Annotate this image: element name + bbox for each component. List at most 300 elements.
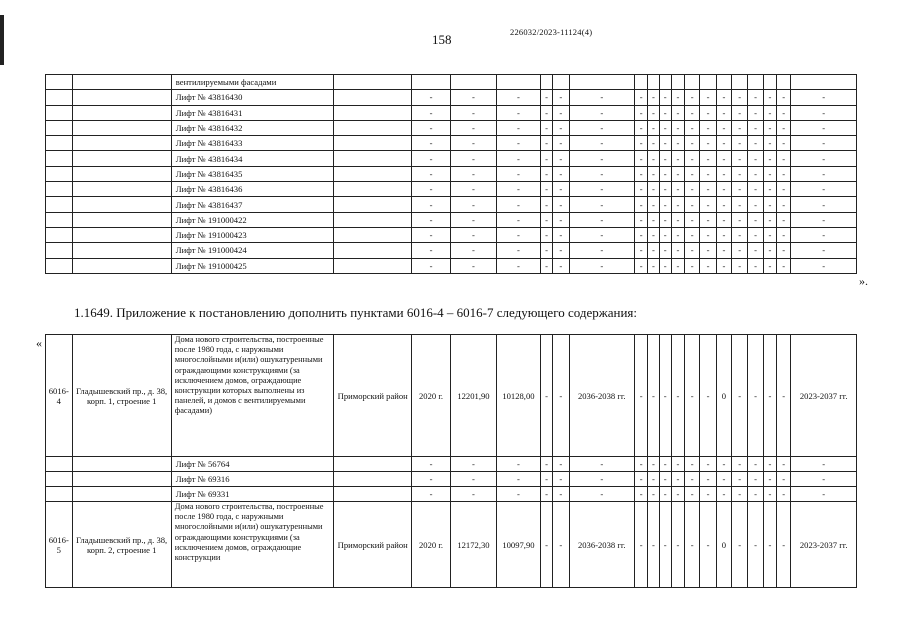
dash-cell: - — [763, 502, 776, 588]
table-cell — [777, 75, 791, 90]
dash-cell: - — [450, 136, 496, 151]
dash-cell: - — [569, 105, 634, 120]
table-row — [46, 182, 857, 197]
dash-cell: - — [748, 136, 763, 151]
dash-cell: - — [791, 197, 857, 212]
dash-cell: - — [685, 105, 700, 120]
entry-zero: 0 — [716, 335, 731, 457]
dash-cell: - — [450, 197, 496, 212]
dash-cell: - — [685, 90, 700, 105]
dash-cell: - — [569, 182, 634, 197]
dash-cell: - — [648, 502, 659, 588]
table-row — [46, 227, 857, 242]
table-cell — [72, 105, 171, 120]
table-row — [46, 105, 857, 120]
dash-cell: - — [659, 227, 671, 242]
dash-cell: - — [716, 136, 731, 151]
table-cell — [334, 120, 412, 135]
dash-cell: - — [748, 457, 763, 472]
dash-cell: - — [648, 487, 659, 502]
dash-cell: - — [648, 457, 659, 472]
entry-district: Приморский район — [334, 335, 412, 457]
dash-cell: - — [540, 151, 552, 166]
dash-cell: - — [648, 166, 659, 181]
entry-description: Дома нового строительства, построенные после 1980 года, с наружными многослойными и(или) ошукатуренными ограждающими конструкциями (за исключением домов, ограждающие конструкции которых выполнены из панелей, и домов с вентилируемыми фасадами) — [171, 335, 334, 457]
dash-cell: - — [648, 212, 659, 227]
dash-cell: - — [671, 457, 684, 472]
dash-cell: - — [748, 227, 763, 242]
dash-cell: - — [700, 243, 716, 258]
table-row — [46, 457, 857, 472]
dash-cell: - — [659, 166, 671, 181]
dash-cell: - — [540, 502, 552, 588]
row-description: вентилируемыми фасадами — [171, 75, 334, 90]
dash-cell: - — [634, 151, 647, 166]
document-reference: 226032/2023-11124(4) — [510, 27, 593, 37]
dash-cell: - — [700, 166, 716, 181]
dash-cell: - — [553, 335, 569, 457]
entry-area-total: 12172,30 — [450, 502, 496, 588]
dash-cell: - — [716, 151, 731, 166]
table-cell — [46, 258, 73, 273]
dash-cell: - — [777, 197, 791, 212]
dash-cell: - — [777, 90, 791, 105]
dash-cell: - — [732, 120, 748, 135]
dash-cell: - — [748, 151, 763, 166]
dash-cell: - — [634, 120, 647, 135]
dash-cell: - — [659, 120, 671, 135]
dash-cell: - — [732, 151, 748, 166]
dash-cell: - — [648, 90, 659, 105]
dash-cell: - — [763, 212, 776, 227]
table-cell — [700, 75, 716, 90]
dash-cell: - — [659, 105, 671, 120]
dash-cell: - — [412, 243, 451, 258]
dash-cell: - — [763, 335, 776, 457]
dash-cell: - — [634, 212, 647, 227]
dash-cell: - — [671, 212, 684, 227]
table-cell — [46, 120, 73, 135]
dash-cell: - — [791, 227, 857, 242]
dash-cell: - — [450, 90, 496, 105]
dash-cell: - — [732, 335, 748, 457]
dash-cell: - — [412, 487, 451, 502]
table-cell — [46, 197, 73, 212]
dash-cell: - — [553, 90, 569, 105]
dash-cell: - — [496, 258, 540, 273]
dash-cell: - — [732, 472, 748, 487]
lift-label: Лифт № 43816435 — [171, 166, 334, 181]
dash-cell: - — [732, 105, 748, 120]
lift-label: Лифт № 69316 — [171, 472, 334, 487]
dash-cell: - — [412, 120, 451, 135]
table-row — [46, 120, 857, 135]
dash-cell: - — [412, 227, 451, 242]
dash-cell: - — [732, 136, 748, 151]
dash-cell: - — [450, 227, 496, 242]
table-cell — [334, 227, 412, 242]
table-row — [46, 487, 857, 502]
bottom-table — [45, 334, 857, 588]
entry-area-living: 10128,00 — [496, 335, 540, 457]
table-cell — [46, 243, 73, 258]
dash-cell: - — [716, 212, 731, 227]
page-edge-mark — [0, 15, 4, 65]
dash-cell: - — [540, 335, 552, 457]
table-cell — [540, 75, 552, 90]
dash-cell: - — [496, 151, 540, 166]
table-cell — [72, 90, 171, 105]
dash-cell: - — [732, 166, 748, 181]
table-cell — [732, 75, 748, 90]
dash-cell: - — [553, 151, 569, 166]
dash-cell: - — [634, 166, 647, 181]
dash-cell: - — [685, 472, 700, 487]
dash-cell: - — [763, 151, 776, 166]
dash-cell: - — [540, 472, 552, 487]
table-cell — [496, 75, 540, 90]
lift-label: Лифт № 43816436 — [171, 182, 334, 197]
table-cell — [72, 75, 171, 90]
table-cell — [72, 120, 171, 135]
dash-cell: - — [791, 472, 857, 487]
dash-cell: - — [569, 457, 634, 472]
table-cell — [72, 243, 171, 258]
dash-cell: - — [569, 487, 634, 502]
dash-cell: - — [700, 197, 716, 212]
dash-cell: - — [648, 182, 659, 197]
dash-cell: - — [540, 258, 552, 273]
dash-cell: - — [671, 136, 684, 151]
dash-cell: - — [732, 227, 748, 242]
dash-cell: - — [700, 472, 716, 487]
dash-cell: - — [450, 472, 496, 487]
dash-cell: - — [748, 120, 763, 135]
table-cell — [334, 151, 412, 166]
dash-cell: - — [450, 120, 496, 135]
dash-cell: - — [634, 227, 647, 242]
table-cell — [46, 487, 73, 502]
dash-cell: - — [777, 472, 791, 487]
table-cell — [334, 487, 412, 502]
dash-cell: - — [634, 136, 647, 151]
lift-label: Лифт № 191000424 — [171, 243, 334, 258]
dash-cell: - — [716, 120, 731, 135]
entry-year: 2020 г. — [412, 335, 451, 457]
dash-cell: - — [412, 151, 451, 166]
dash-cell: - — [763, 197, 776, 212]
dash-cell: - — [496, 105, 540, 120]
table-cell — [72, 258, 171, 273]
dash-cell: - — [671, 227, 684, 242]
table-row — [46, 136, 857, 151]
entry-year: 2020 г. — [412, 502, 451, 588]
table-cell — [334, 457, 412, 472]
table-cell — [450, 75, 496, 90]
table-row — [46, 151, 857, 166]
dash-cell: - — [412, 472, 451, 487]
dash-cell: - — [648, 227, 659, 242]
page-number: 158 — [432, 32, 452, 47]
dash-cell: - — [496, 457, 540, 472]
dash-cell: - — [671, 335, 684, 457]
table-cell — [46, 212, 73, 227]
dash-cell: - — [671, 182, 684, 197]
dash-cell: - — [634, 502, 647, 588]
dash-cell: - — [791, 166, 857, 181]
table-cell — [671, 75, 684, 90]
dash-cell: - — [748, 166, 763, 181]
dash-cell: - — [763, 120, 776, 135]
dash-cell: - — [777, 487, 791, 502]
dash-cell: - — [648, 136, 659, 151]
table-cell — [763, 75, 776, 90]
dash-cell: - — [700, 136, 716, 151]
top-table — [45, 74, 857, 274]
dash-cell: - — [700, 151, 716, 166]
dash-cell: - — [648, 472, 659, 487]
dash-cell: - — [777, 151, 791, 166]
dash-cell: - — [777, 212, 791, 227]
dash-cell: - — [748, 335, 763, 457]
dash-cell: - — [748, 212, 763, 227]
dash-cell: - — [716, 243, 731, 258]
table-cell — [46, 90, 73, 105]
dash-cell: - — [553, 227, 569, 242]
dash-cell: - — [569, 243, 634, 258]
dash-cell: - — [763, 166, 776, 181]
table-cell — [553, 75, 569, 90]
dash-cell: - — [553, 166, 569, 181]
dash-cell: - — [634, 197, 647, 212]
dash-cell: - — [791, 90, 857, 105]
dash-cell: - — [763, 182, 776, 197]
dash-cell: - — [671, 197, 684, 212]
dash-cell: - — [659, 335, 671, 457]
dash-cell: - — [791, 258, 857, 273]
dash-cell: - — [412, 212, 451, 227]
dash-cell: - — [716, 182, 731, 197]
table-row — [46, 212, 857, 227]
dash-cell: - — [540, 197, 552, 212]
dash-cell: - — [496, 197, 540, 212]
dash-cell: - — [700, 487, 716, 502]
table-row — [46, 75, 857, 90]
lift-label: Лифт № 43816437 — [171, 197, 334, 212]
dash-cell: - — [450, 258, 496, 273]
dash-cell: - — [496, 182, 540, 197]
dash-cell: - — [671, 502, 684, 588]
dash-cell: - — [553, 212, 569, 227]
dash-cell: - — [659, 212, 671, 227]
entry-address: Гладышевский пр., д. 38, корп. 2, строение 1 — [72, 502, 171, 588]
table-cell — [72, 212, 171, 227]
dash-cell: - — [553, 182, 569, 197]
dash-cell: - — [450, 243, 496, 258]
dash-cell: - — [553, 105, 569, 120]
dash-cell: - — [685, 457, 700, 472]
dash-cell: - — [450, 457, 496, 472]
dash-cell: - — [716, 258, 731, 273]
entry-number: 6016-4 — [46, 335, 73, 457]
table-cell — [46, 105, 73, 120]
dash-cell: - — [671, 243, 684, 258]
table-cell — [46, 166, 73, 181]
table-cell — [334, 166, 412, 181]
dash-cell: - — [659, 182, 671, 197]
entry-plan: 2023-2037 гг. — [791, 502, 857, 588]
table-cell — [334, 90, 412, 105]
lift-label: Лифт № 191000425 — [171, 258, 334, 273]
dash-cell: - — [496, 136, 540, 151]
dash-cell: - — [553, 258, 569, 273]
dash-cell: - — [791, 105, 857, 120]
dash-cell: - — [791, 182, 857, 197]
dash-cell: - — [777, 105, 791, 120]
table-row — [46, 166, 857, 181]
dash-cell: - — [553, 136, 569, 151]
dash-cell: - — [496, 166, 540, 181]
dash-cell: - — [412, 258, 451, 273]
dash-cell: - — [716, 227, 731, 242]
dash-cell: - — [648, 335, 659, 457]
dash-cell: - — [700, 120, 716, 135]
dash-cell: - — [648, 151, 659, 166]
dash-cell: - — [685, 227, 700, 242]
table-cell — [72, 151, 171, 166]
dash-cell: - — [716, 487, 731, 502]
dash-cell: - — [496, 212, 540, 227]
dash-cell: - — [732, 457, 748, 472]
dash-cell: - — [450, 182, 496, 197]
dash-cell: - — [777, 457, 791, 472]
dash-cell: - — [634, 182, 647, 197]
dash-cell: - — [450, 151, 496, 166]
dash-cell: - — [777, 335, 791, 457]
table-cell — [72, 472, 171, 487]
dash-cell: - — [732, 90, 748, 105]
dash-cell: - — [540, 105, 552, 120]
entry-plan: 2023-2037 гг. — [791, 335, 857, 457]
dash-cell: - — [763, 472, 776, 487]
table-cell — [716, 75, 731, 90]
table-row — [46, 472, 857, 487]
dash-cell: - — [496, 90, 540, 105]
dash-cell: - — [659, 151, 671, 166]
dash-cell: - — [659, 90, 671, 105]
table-cell — [334, 258, 412, 273]
dash-cell: - — [496, 243, 540, 258]
entry-zero: 0 — [716, 502, 731, 588]
table-row — [46, 243, 857, 258]
dash-cell: - — [648, 197, 659, 212]
dash-cell: - — [540, 243, 552, 258]
dash-cell: - — [716, 105, 731, 120]
dash-cell: - — [791, 212, 857, 227]
table-cell — [72, 182, 171, 197]
dash-cell: - — [540, 182, 552, 197]
dash-cell: - — [671, 105, 684, 120]
dash-cell: - — [648, 258, 659, 273]
dash-cell: - — [777, 120, 791, 135]
dash-cell: - — [540, 227, 552, 242]
dash-cell: - — [569, 90, 634, 105]
dash-cell: - — [671, 472, 684, 487]
table-cell — [334, 243, 412, 258]
dash-cell: - — [791, 487, 857, 502]
dash-cell: - — [685, 258, 700, 273]
entry-address: Гладышевский пр., д. 38, корп. 1, строение 1 — [72, 335, 171, 457]
table-cell — [46, 472, 73, 487]
dash-cell: - — [777, 227, 791, 242]
dash-cell: - — [777, 166, 791, 181]
dash-cell: - — [685, 212, 700, 227]
dash-cell: - — [685, 243, 700, 258]
table-cell — [72, 487, 171, 502]
dash-cell: - — [634, 243, 647, 258]
table-cell — [72, 227, 171, 242]
dash-cell: - — [659, 457, 671, 472]
dash-cell: - — [777, 258, 791, 273]
closing-quote: ». — [859, 274, 868, 288]
dash-cell: - — [450, 166, 496, 181]
table-cell — [334, 472, 412, 487]
dash-cell: - — [748, 90, 763, 105]
dash-cell: - — [732, 197, 748, 212]
entry-period: 2036-2038 гг. — [569, 502, 634, 588]
dash-cell: - — [748, 243, 763, 258]
dash-cell: - — [671, 258, 684, 273]
dash-cell: - — [553, 243, 569, 258]
dash-cell: - — [685, 335, 700, 457]
dash-cell: - — [732, 243, 748, 258]
dash-cell: - — [553, 197, 569, 212]
entry-row — [46, 502, 857, 588]
entry-period: 2036-2038 гг. — [569, 335, 634, 457]
dash-cell: - — [763, 243, 776, 258]
dash-cell: - — [777, 502, 791, 588]
dash-cell: - — [748, 197, 763, 212]
dash-cell: - — [777, 243, 791, 258]
dash-cell: - — [700, 502, 716, 588]
lift-label: Лифт № 43816430 — [171, 90, 334, 105]
table-cell — [72, 136, 171, 151]
dash-cell: - — [763, 457, 776, 472]
dash-cell: - — [716, 197, 731, 212]
table-cell — [46, 227, 73, 242]
table-cell — [72, 457, 171, 472]
dash-cell: - — [634, 90, 647, 105]
table-cell — [659, 75, 671, 90]
dash-cell: - — [569, 472, 634, 487]
dash-cell: - — [569, 258, 634, 273]
dash-cell: - — [496, 227, 540, 242]
dash-cell: - — [648, 243, 659, 258]
table-cell — [46, 136, 73, 151]
dash-cell: - — [777, 136, 791, 151]
entry-row — [46, 335, 857, 457]
dash-cell: - — [450, 212, 496, 227]
dash-cell: - — [763, 258, 776, 273]
dash-cell: - — [791, 120, 857, 135]
lift-label: Лифт № 43816431 — [171, 105, 334, 120]
dash-cell: - — [791, 136, 857, 151]
dash-cell: - — [791, 151, 857, 166]
dash-cell: - — [671, 487, 684, 502]
table-cell — [648, 75, 659, 90]
dash-cell: - — [716, 90, 731, 105]
dash-cell: - — [569, 120, 634, 135]
